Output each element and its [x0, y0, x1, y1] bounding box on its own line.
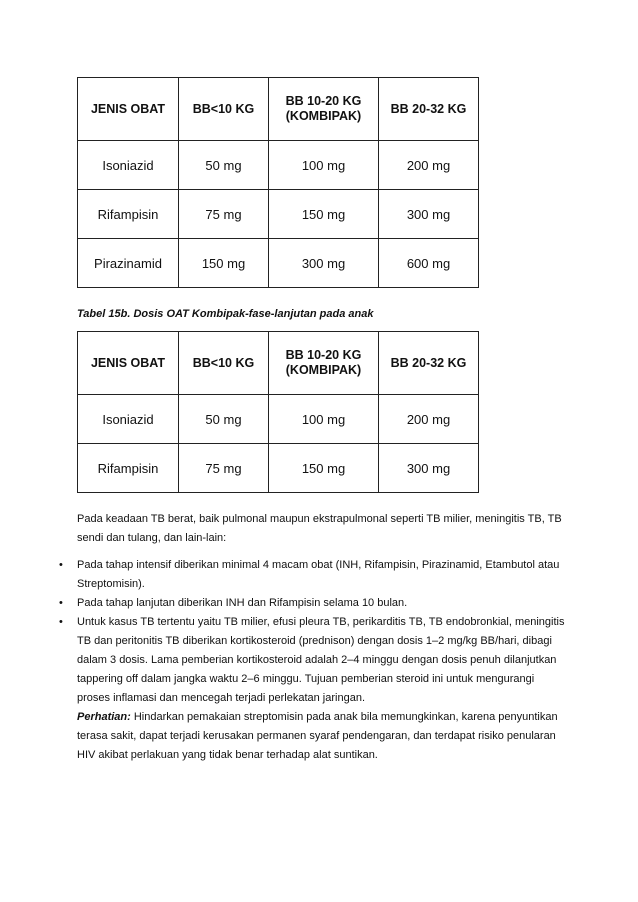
note-label: Perhatian:: [77, 711, 131, 723]
header-bb-under-10: BB<10 KG: [179, 78, 269, 141]
header-bb-10-20-line2: (KOMBIPAK): [285, 109, 362, 123]
header-bb-under-10: BB<10 KG: [179, 332, 269, 395]
table-row: [78, 444, 479, 493]
list-item: [59, 613, 567, 708]
table-cell: 50 mg: [179, 141, 269, 190]
table-row: [78, 141, 479, 190]
table-cell: Isoniazid: [78, 395, 179, 444]
table-cell: 600 mg: [379, 239, 479, 288]
list-item-text: Pada tahap lanjutan diberikan INH dan Rifampisin selama 10 bulan.: [77, 597, 408, 609]
table-cell: 75 mg: [179, 444, 269, 493]
header-jenis-obat: JENIS OBAT: [78, 332, 179, 395]
table-cell: 100 mg: [269, 395, 379, 444]
header-bb-10-20-line1: BB 10-20 KG: [285, 94, 362, 108]
table-cell: Rifampisin: [78, 190, 179, 239]
list-item: [59, 594, 567, 613]
table-cell: 75 mg: [179, 190, 269, 239]
list-item: [59, 556, 567, 594]
table-cell: 150 mg: [269, 190, 379, 239]
note-paragraph: [77, 708, 567, 765]
table-caption: Tabel 15b. Dosis OAT Kombipak-fase-lanjutan pada anak: [77, 308, 374, 320]
table-cell: 200 mg: [379, 141, 479, 190]
treatment-list: [59, 556, 567, 708]
table-cell: 300 mg: [269, 239, 379, 288]
table-cell: 300 mg: [379, 190, 479, 239]
table-cell: Rifampisin: [78, 444, 179, 493]
table-row: [78, 395, 479, 444]
table-cell: 150 mg: [179, 239, 269, 288]
header-bb-10-20: [269, 332, 379, 395]
table-cell: Pirazinamid: [78, 239, 179, 288]
table-cell: 100 mg: [269, 141, 379, 190]
table-cell: 150 mg: [269, 444, 379, 493]
bullet-icon: •: [59, 559, 63, 571]
table-header-row: [78, 78, 479, 141]
table-row: [78, 190, 479, 239]
table-header-row: [78, 332, 479, 395]
header-bb-20-32: BB 20-32 KG: [379, 78, 479, 141]
table-cell: 300 mg: [379, 444, 479, 493]
table-cell: 200 mg: [379, 395, 479, 444]
bullet-icon: •: [59, 597, 63, 609]
intro-paragraph: Pada keadaan TB berat, baik pulmonal maupun ekstrapulmonal seperti TB milier, meningitis TB, TB sendi dan tulang, dan lain-lain:: [77, 513, 562, 544]
note-text: Hindarkan pemakaian streptomisin pada anak bila memungkinkan, karena penyuntikan terasa sakit, dapat terjadi kerusakan permanen syaraf pendengaran, dan terdapat risiko penularan HIV akibat perlakuan yang tidak benar terhadap alat suntikan.: [77, 711, 558, 761]
header-bb-10-20-line1: BB 10-20 KG: [285, 348, 362, 362]
list-item-text: Pada tahap intensif diberikan minimal 4 macam obat (INH, Rifampisin, Pirazinamid, Etambutol atau Streptomisin).: [77, 559, 560, 590]
bullet-icon: •: [59, 616, 63, 628]
header-bb-10-20: [269, 78, 379, 141]
dose-table-continuation: [77, 331, 479, 493]
header-jenis-obat: JENIS OBAT: [78, 78, 179, 141]
table-row: [78, 239, 479, 288]
header-bb-20-32: BB 20-32 KG: [379, 332, 479, 395]
list-item-text: Untuk kasus TB tertentu yaitu TB milier, efusi pleura TB, perikarditis TB, TB endobronkial, meningitis TB dan peritonitis TB diberikan kortikosteroid (prednison) dengan dosis 1–2 mg/kg BB/hari, dibagi dalam 3 dosis. Lama pemberian kortikosteroid adalah 2–4 minggu dengan dosis penuh dilanjutkan tappering off dalam jangka waktu 2–6 minggu. Tujuan pemberian steroid ini untuk mengurangi proses inflamasi dan mencegah terjadi perlekatan jaringan.: [77, 616, 565, 704]
table-cell: Isoniazid: [78, 141, 179, 190]
dose-table-intensive: [77, 77, 479, 288]
header-bb-10-20-line2: (KOMBIPAK): [285, 363, 362, 377]
table-cell: 50 mg: [179, 395, 269, 444]
